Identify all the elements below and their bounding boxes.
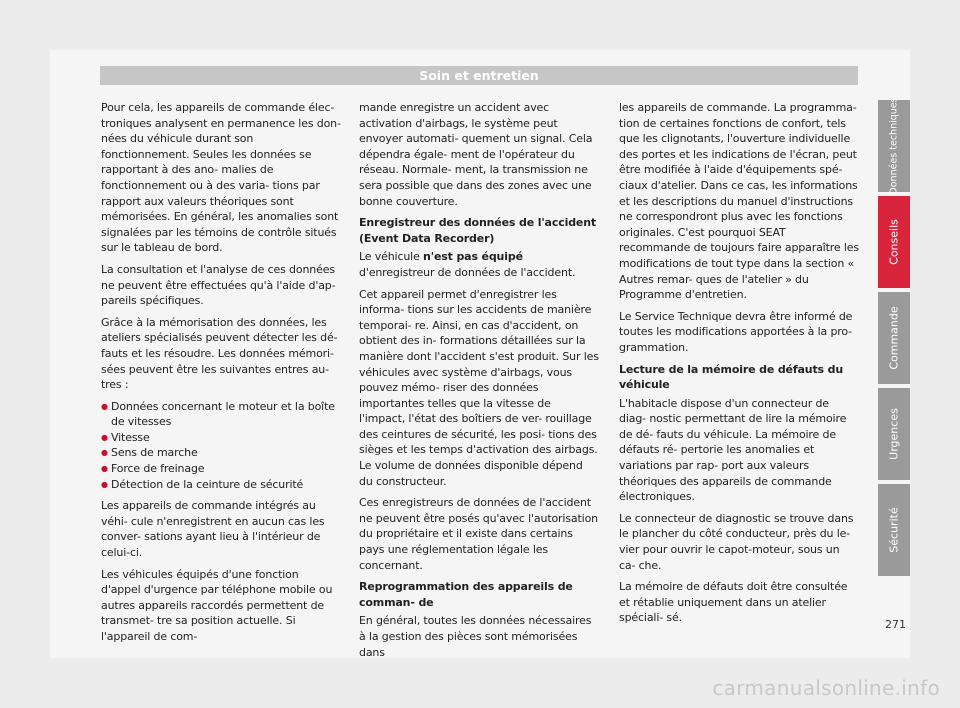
tab-label: Urgences bbox=[887, 408, 901, 460]
list-item: ● Données concernant le moteur et la boîte de vitesses bbox=[101, 399, 341, 430]
paragraph: Le connecteur de diagnostic se trouve dans le plancher du côté conducteur, près du le- vier pour ouvrir le capot-moteur, sous un ca- che. bbox=[619, 511, 854, 572]
paragraph: mande enregistre un accident avec activation d'airbags, le système peut envoyer automati- quement un signal. Cela dépendra égale- ment de l'opérateur du réseau. Normale- ment, la transmission ne sera possible que dans des zones avec une bonne couverture. bbox=[359, 101, 593, 208]
paragraph: Les véhicules équipés d'une fonction d'appel d'urgence par téléphone mobile ou autres appareils raccordés permettent de transmet- tre sa position actuelle. Si l'appareil de com- bbox=[101, 567, 333, 643]
emphasis-text: n'est pas équipé bbox=[423, 250, 523, 264]
paragraph: Le Service Technique devra être informé de toutes les modifications apportées à la pro- grammation. bbox=[619, 309, 853, 354]
section-title: Soin et entretien bbox=[419, 68, 539, 83]
page-number: 271 bbox=[885, 618, 906, 631]
text-run: Le véhicule bbox=[359, 250, 424, 264]
paragraph bbox=[359, 249, 599, 280]
paragraph: Les appareils de commande intégrés au véhi- cule n'enregistrent en aucun cas les conver- sations ayant lieu à l'intérieur de celui-ci. bbox=[101, 499, 325, 560]
paragraph: La consultation et l'analyse de ces données ne peuvent être effectuées qu'à l'aide d'ap- pareils spécifiques. bbox=[101, 262, 336, 308]
text-column-3 bbox=[619, 100, 859, 632]
bullet-list bbox=[101, 399, 341, 493]
list-item: ● Détection de la ceinture de sécurité bbox=[101, 477, 341, 493]
watermark: carmanualsonline.info bbox=[712, 676, 940, 700]
tab-label: Commande bbox=[887, 306, 901, 370]
text-column-1 bbox=[101, 100, 341, 651]
list-item: ● Force de freinage bbox=[101, 461, 341, 477]
section-heading: Lecture de la mémoire de défauts du véhicule bbox=[619, 362, 844, 392]
paragraph: En général, toutes les données nécessaires à la gestion des pièces sont mémorisées dans bbox=[359, 614, 592, 659]
text-run: d'enregistreur de données de l'accident. bbox=[359, 265, 576, 279]
section-heading: Reprogrammation des appareils de comman- de bbox=[359, 580, 573, 609]
paragraph: Grâce à la mémorisation des données, les ateliers spécialisés peuvent détecter les dé- fauts et les résoudre. Les données mémori- sées peuvent être les suivantes entres au- tres : bbox=[101, 315, 338, 392]
tab-securite[interactable] bbox=[878, 484, 910, 576]
tab-label: Conseils bbox=[887, 219, 901, 265]
tab-conseils[interactable] bbox=[878, 196, 910, 288]
chapter-tabs bbox=[878, 97, 910, 580]
paragraph: Ces enregistreurs de données de l'accident ne peuvent être posés qu'avec l'autorisation du propriétaire et il existe dans certains pays une réglementation légale les concernant. bbox=[359, 496, 598, 572]
tab-label: Données techniques bbox=[888, 97, 900, 195]
section-header bbox=[100, 66, 858, 85]
tab-label: Sécurité bbox=[887, 507, 901, 553]
tab-urgences[interactable] bbox=[878, 388, 910, 480]
list-item: ● Vitesse bbox=[101, 430, 341, 446]
list-item: ● Sens de marche bbox=[101, 445, 341, 461]
paragraph: La mémoire de défauts doit être consultée et rétablie uniquement dans un atelier spéciali- sé. bbox=[619, 580, 848, 625]
section-heading: Enregistreur des données de l'accident (Event Data Recorder) bbox=[359, 216, 597, 245]
paragraph: Pour cela, les appareils de commande élec- troniques analysent en permanence les don- nées du véhicule durant son fonctionnement. Seules les données se rapportant à des ano- malies de fonctionnement ou à des varia- tions par rapport aux valeurs théoriques sont mémorisées. En général, les anomalies sont signalées par les témoins de contrôle situés sur le tableau de bord. bbox=[101, 101, 341, 255]
paragraph: les appareils de commande. La programma- tion de certaines fonctions de confort, tels que les clignotants, l'ouverture individuelle des portes et les indications de l'écran, peut être modifiée à l'aide d'équipements spé- ciaux d'atelier. Dans ce cas, les informations et les descriptions du manuel d'instructions ne correspondront plus avec les fonctions originales. C'est pourquoi SEAT recommande de toujours faire apparaître les modifications de tout type dans la section « Autres remar- ques de l'atelier » du Programme d'entretien. bbox=[619, 101, 859, 302]
paragraph: Cet appareil permet d'enregistrer les informa- tions sur les accidents de manière temporai- re. Ainsi, en cas d'accident, on obtient des in- formations détaillées sur la manière dont l'accident s'est produit. Sur les véhicules avec système d'airbags, vous pouvez mémo- riser des données importantes telles que la vitesse de l'impact, l'état des boîtiers de ver- rouillage des ceintures de sécurité, les posi- tions des sièges et les temps d'activation des airbags. Le volume de données disponible dépend du constructeur. bbox=[359, 287, 599, 488]
tab-donnees-techniques[interactable] bbox=[878, 97, 910, 195]
tab-commande[interactable] bbox=[878, 292, 910, 384]
text-column-2 bbox=[359, 100, 599, 666]
paragraph: L'habitacle dispose d'un connecteur de diag- nostic permettant de lire la mémoire de dé- fauts du véhicule. La mémoire de défauts ré- pertorie les anomalies et variations par rap- port aux valeurs théoriques des appareils de commande électroniques. bbox=[619, 396, 847, 504]
